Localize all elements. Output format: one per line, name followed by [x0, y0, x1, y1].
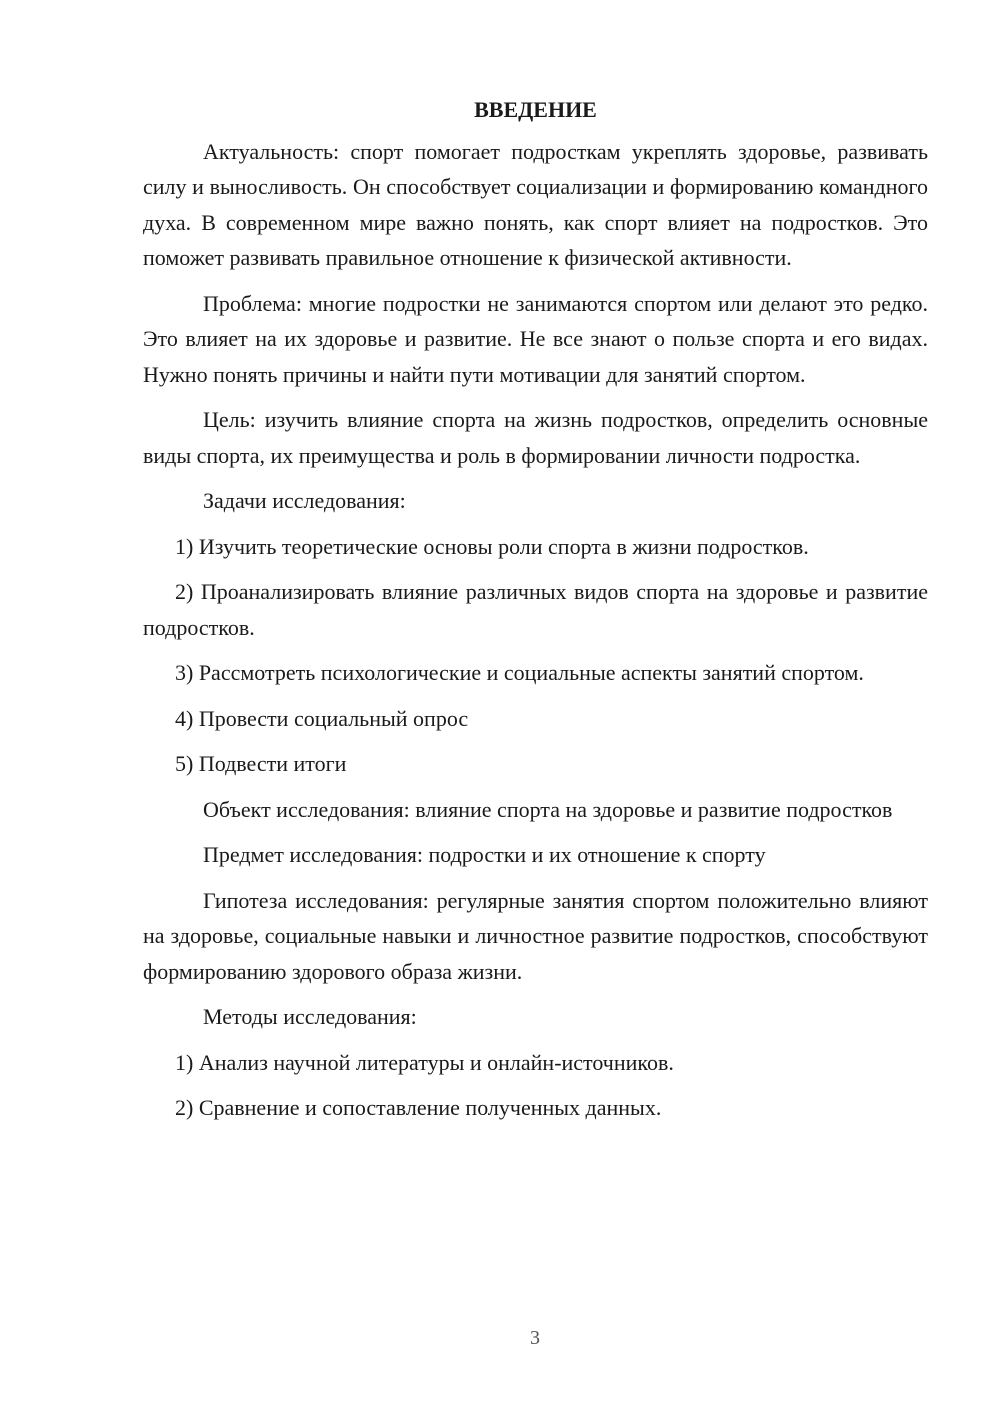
method-item: 2) Сравнение и сопоставление полученных данных.	[175, 1095, 662, 1120]
tasks-heading: Задачи исследования:	[203, 488, 406, 513]
problem-paragraph: Проблема: многие подростки не занимаются спортом или делают это редко. Это влияет на их здоровье и развитие. Не все знают о пользе спорта и его видах. Нужно понять причины и найти пути мотивации для занятий спортом.	[143, 290, 928, 387]
page-number: 3	[530, 1327, 540, 1349]
task-item: 3) Рассмотреть психологические и социальные аспекты занятий спортом.	[175, 660, 864, 685]
task-item: 5) Подвести итоги	[175, 751, 347, 776]
methods-heading: Методы исследования:	[203, 1004, 417, 1029]
document-page	[143, 92, 928, 1136]
task-item: 2) Проанализировать влияние различных видов спорта на здоровье и развитие подростков.	[143, 579, 928, 640]
relevance-paragraph: Актуальность: спорт помогает подросткам укреплять здоровье, развивать силу и выносливость. Он способствует социализации и формированию командного духа. В современном мире важно понять, как спорт влияет на подростков. Это поможет развивать правильное отношение к физической активности.	[143, 138, 928, 270]
object-paragraph: Объект исследования: влияние спорта на здоровье и развитие подростков	[203, 796, 893, 822]
goal-paragraph: Цель: изучить влияние спорта на жизнь подростков, определить основные виды спорта, их преимущества и роль в формировании личности подростка.	[143, 407, 928, 468]
page-title: ВВЕДЕНИЕ	[474, 97, 597, 122]
hypothesis-paragraph: Гипотеза исследования: регулярные занятия спортом положительно влияют на здоровье, социальные навыки и личностное развитие подростков, способствуют формированию здорового образа жизни.	[143, 887, 928, 984]
subject-paragraph: Предмет исследования: подростки и их отношение к спорту	[203, 842, 766, 867]
method-item: 1) Анализ научной литературы и онлайн-источников.	[175, 1049, 674, 1075]
task-item: 1) Изучить теоретические основы роли спорта в жизни подростков.	[175, 533, 809, 559]
task-item: 4) Провести социальный опрос	[175, 705, 469, 731]
